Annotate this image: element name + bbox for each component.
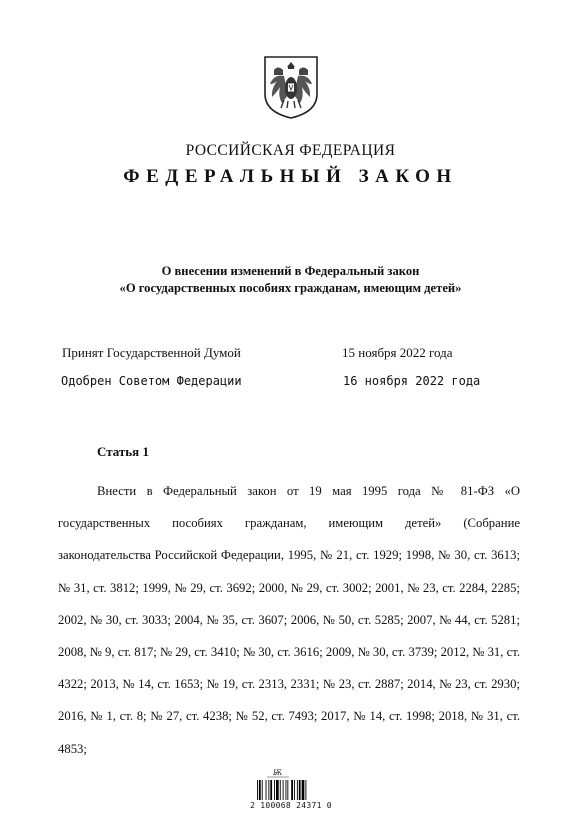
svg-text:Ѭ: Ѭ — [273, 769, 283, 777]
document-type-heading: ФЕДЕРАЛЬНЫЙ ЗАКОН — [123, 166, 458, 187]
duma-adoption-label: Принят Государственной Думой — [62, 345, 241, 360]
law-title — [0, 263, 581, 297]
country-name: РОССИЙСКАЯ ФЕДЕРАЦИЯ — [185, 142, 396, 159]
coat-of-arms-emblem — [262, 54, 320, 120]
duma-adoption-date: 15 ноября 2022 года — [342, 345, 453, 360]
council-approval-label: Одобрен Советом Федерации — [61, 374, 242, 388]
council-approval-date: 16 ноября 2022 года — [343, 374, 481, 388]
law-title-line-1: О внесении изменений в Федеральный закон — [161, 264, 420, 278]
barcode-number: 2 100068 24371 0 — [250, 801, 332, 810]
law-title-line-2: «О государственных пособиях гражданам, имеющим детей» — [119, 281, 462, 295]
article-body-text: Внести в Федеральный закон от 19 мая 1995 года № 81-ФЗ «О государственных пособиях гражданам, имеющим детей» (Собрание законодательства Российской Федерации, 1995, № 21, ст. 1929; 1998, № 30, ст. 3613; № 31, ст. 3812; 1999, № 29, ст. 3692; 2000, № 29, ст. 3002; 2001, № 23, ст. 2284, 2285; 2002, № 30, ст. 3033; 2004, № 35, ст. 3607; 2006, № 50, ст. 5285; 2007, № 44, ст. 5281; 2008, № 9, ст. 817; № 29, ст. 3410; № 30, ст. 3616; 2009, № 30, ст. 3739; 2012, № 31, ст. 4322; 2013, № 14, ст. 1653; № 19, ст. 2313, 2331; № 23, ст. 2887; 2014, № 23, ст. 2930; 2016, № 1, ст. 8; № 27, ст. 4238; № 52, ст. 7493; 2017, № 14, ст. 1998; 2018, № 31, ст. 4853; — [58, 484, 520, 756]
article-heading: Статья 1 — [97, 444, 149, 459]
